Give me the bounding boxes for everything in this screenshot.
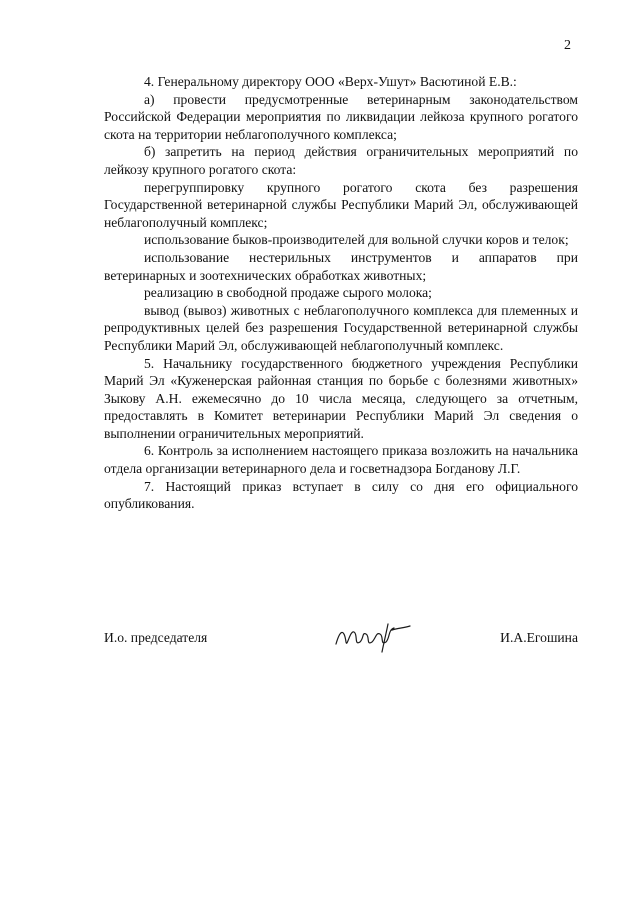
signature-block	[104, 626, 578, 666]
paragraph-item-7: 7. Настоящий приказ вступает в силу со дня его официального опубликования.	[104, 478, 578, 512]
paragraph-regrouping: перегруппировку крупного рогатого скота без разрешения Государственной ветеринарной службы Республики Марий Эл, обслуживающей неблагополучный комплекс;	[104, 179, 578, 230]
paragraph-item-6: 6. Контроль за исполнением настоящего приказа возложить на начальника отдела организации ветеринарного дела и госветнадзора Богданову Л.Г.	[104, 443, 578, 477]
paragraph-item-4: 4. Генеральному директору ООО «Верх-Ушут» Васютиной Е.В.:	[144, 74, 517, 89]
handwritten-signature	[332, 620, 412, 654]
document-body	[104, 73, 578, 513]
paragraph-item-5: 5. Начальнику государственного бюджетного учреждения Республики Марий Эл «Куженерская районная станция по борьбе с болезнями животных» Зыкову А.Н. ежемесячно до 10 числа месяца, следующего за отчетным, предоставлять в Комитет ветеринарии Республики Марий Эл сведения о выполнении ограничительных мероприятий.	[104, 355, 578, 441]
paragraph-item-4a: а) провести предусмотренные ветеринарным законодательством Российской Федерации мероприятия по ликвидации лейкоза крупного рогатого скота на территории неблагополучного комплекса;	[104, 91, 578, 142]
paragraph-item-4b: б) запретить на период действия ограничительных мероприятий по лейкозу крупного рогатого скота:	[104, 144, 578, 177]
paragraph-milk: реализацию в свободной продаже сырого молока;	[144, 285, 432, 301]
page-number: 2	[564, 38, 571, 53]
paragraph-instruments: использование нестерильных инструментов и аппаратов при ветеринарных и зоотехнических обработках животных;	[104, 249, 578, 283]
paragraph-animal-removal: вывод (вывоз) животных с неблагополучного комплекса для племенных и репродуктивных целей без разрешения Государственной ветеринарной службы Республики Марий Эл, обслуживающей неблагополучный комплекс.	[104, 302, 578, 353]
signatory-title: И.о. председателя	[104, 630, 208, 645]
signatory-name: И.А.Егошина	[500, 630, 578, 645]
paragraph-bulls: использование быков-производителей для вольной случки коров и телок;	[144, 232, 569, 248]
